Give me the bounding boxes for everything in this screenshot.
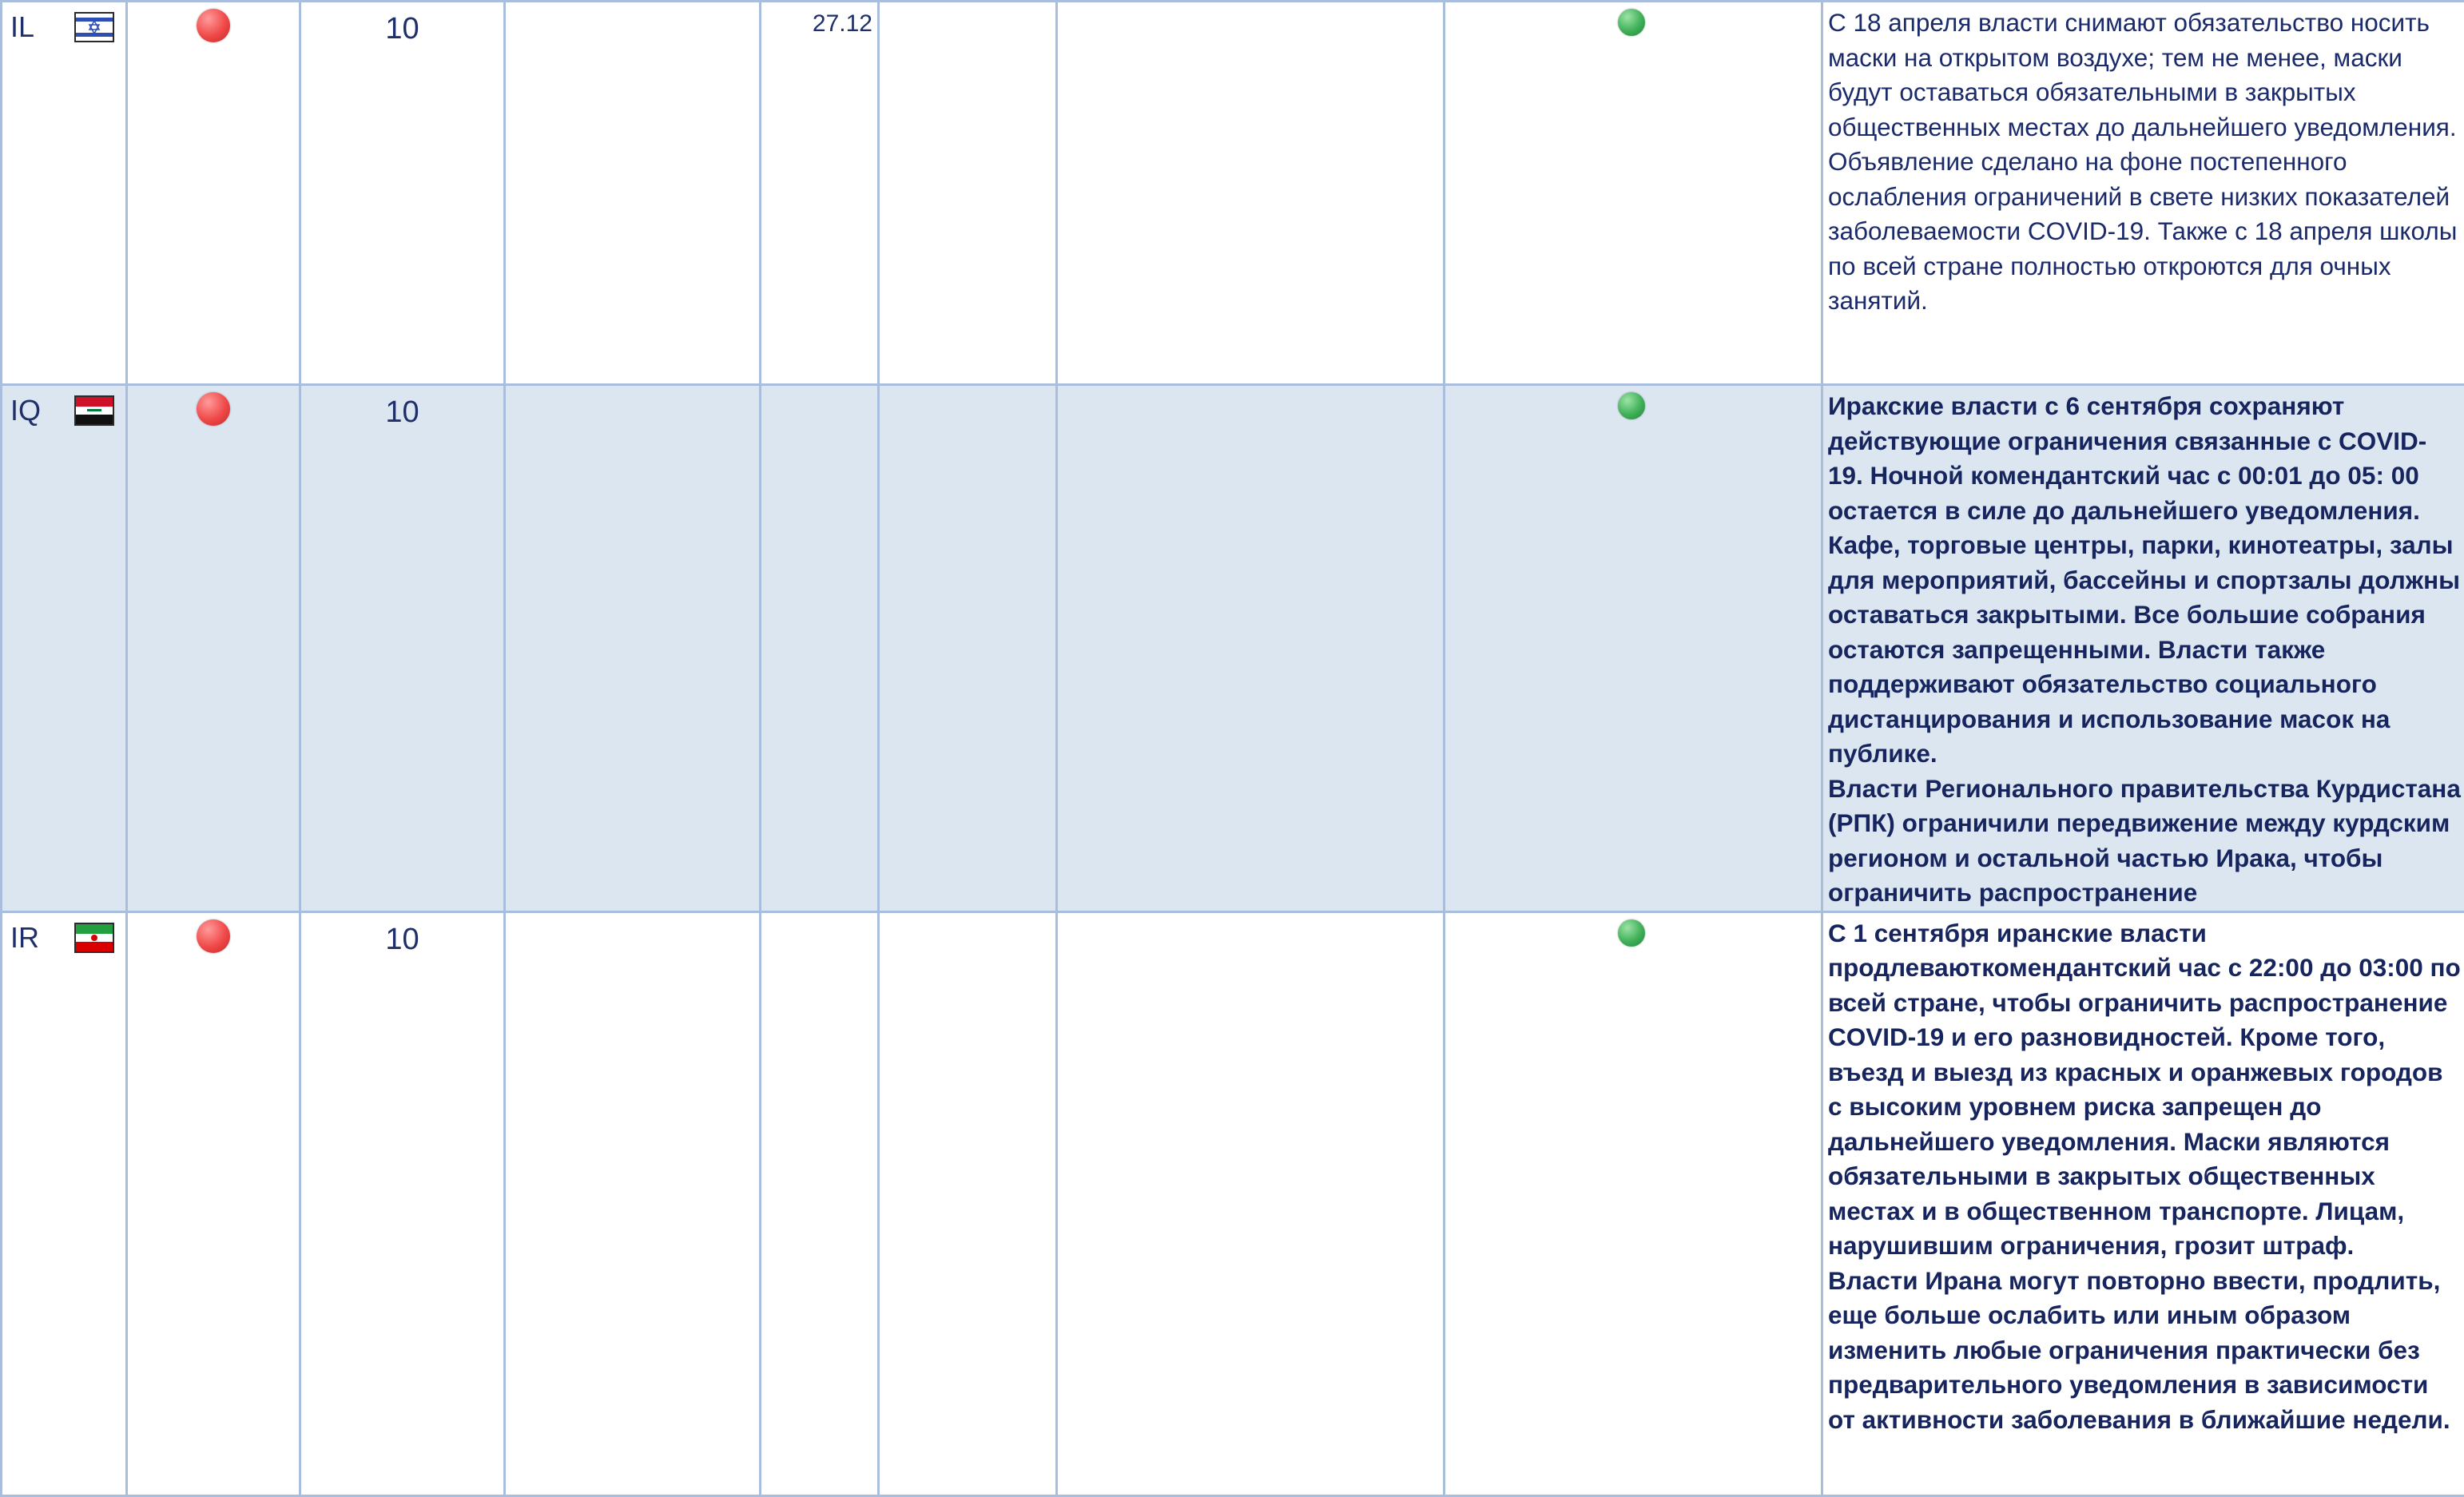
description-cell xyxy=(1822,2,2464,385)
israel-flag-icon xyxy=(74,12,114,42)
country-code: IQ xyxy=(10,394,41,427)
green-status-dot-icon xyxy=(1618,9,1645,36)
empty-cell xyxy=(1057,2,1445,385)
date-cell xyxy=(761,911,879,1495)
green-status-dot-icon xyxy=(1618,919,1645,947)
value-cell xyxy=(300,2,505,385)
country-code: IL xyxy=(10,10,34,44)
red-status-dot-icon xyxy=(197,9,230,42)
status-cell xyxy=(127,2,300,385)
date-value: 27.12 xyxy=(761,2,877,38)
status-cell xyxy=(127,911,300,1495)
date-cell xyxy=(761,385,879,912)
indicator-cell xyxy=(1445,2,1822,385)
empty-cell xyxy=(505,2,761,385)
empty-cell xyxy=(1057,911,1445,1495)
level-value: 10 xyxy=(301,2,503,46)
country-cell[interactable] xyxy=(2,2,127,385)
date-value xyxy=(761,386,877,394)
level-value: 10 xyxy=(301,913,503,957)
empty-cell xyxy=(505,385,761,912)
date-cell xyxy=(761,2,879,385)
empty-cell xyxy=(879,385,1057,912)
description-cell xyxy=(1822,911,2464,1495)
green-status-dot-icon xyxy=(1618,392,1645,419)
empty-cell xyxy=(879,2,1057,385)
indicator-cell xyxy=(1445,911,1822,1495)
red-status-dot-icon xyxy=(197,919,230,953)
country-cell[interactable] xyxy=(2,911,127,1495)
value-cell xyxy=(300,911,505,1495)
level-value: 10 xyxy=(301,386,503,430)
iraq-flag-icon xyxy=(74,395,114,426)
red-status-dot-icon xyxy=(197,392,230,426)
description-text: С 18 апреля власти снимают обязательство носить маски на открытом воздухе; тем не менее, маски будут оставаться обязательными в закрытых общественных местах до дальнейшего уведомления. Объявление сделано на фоне постепенного ослабления ограничений в свете низких показателей заболеваемости COVID-19. Также с 18 апреля школы по всей стране полностью откроются для очных занятий. xyxy=(1823,2,2464,319)
empty-cell xyxy=(505,911,761,1495)
indicator-cell xyxy=(1445,385,1822,912)
status-cell xyxy=(127,385,300,912)
table-row[interactable] xyxy=(2,385,2464,912)
description-cell xyxy=(1822,385,2464,912)
country-code: IR xyxy=(10,921,39,955)
description-text: Иракские власти с 6 сентября сохраняют действующие ограничения связанные с COVID-19. Ночной комендантский час с 00:01 до 05: 00 остается в силе до дальнейшего уведомления. Кафе, торговые центры, парки, кинотеатры, залы для мероприятий, бассейны и спортзалы должны оставаться закрытыми. Все большие собрания остаются запрещенными. Власти также поддерживают обязательство социального дистанцирования и использование масок на публике. Власти Регионального правительства Курдистана (РПК) ограничили передвижение между курдским регионом и остальной частью Ирака, чтобы ограничить распространение xyxy=(1823,386,2464,911)
empty-cell xyxy=(879,911,1057,1495)
description-text: С 1 сентября иранские власти продлеваюткомендантский час с 22:00 до 03:00 по всей стране, чтобы ограничить распространение COVID-19 и его разновидностей. Кроме того, въезд и выезд из красных и оранжевых городов с высоким уровнем риска запрещен до дальнейшего уведомления. Маски являются обязательными в закрытых общественных местах и в общественном транспорте. Лицам, нарушившим ограничения, грозит штраф. Власти Ирана могут повторно ввести, продлить, еще больше ослабить или иным образом изменить любые ограничения практически без предварительного уведомления в зависимости от активности заболевания в ближайшие недели. xyxy=(1823,913,2464,1438)
date-value xyxy=(761,913,877,921)
table-row[interactable] xyxy=(2,2,2464,385)
value-cell xyxy=(300,385,505,912)
table-row[interactable] xyxy=(2,911,2464,1495)
country-cell[interactable] xyxy=(2,385,127,912)
iran-flag-icon xyxy=(74,923,114,953)
empty-cell xyxy=(1057,385,1445,912)
